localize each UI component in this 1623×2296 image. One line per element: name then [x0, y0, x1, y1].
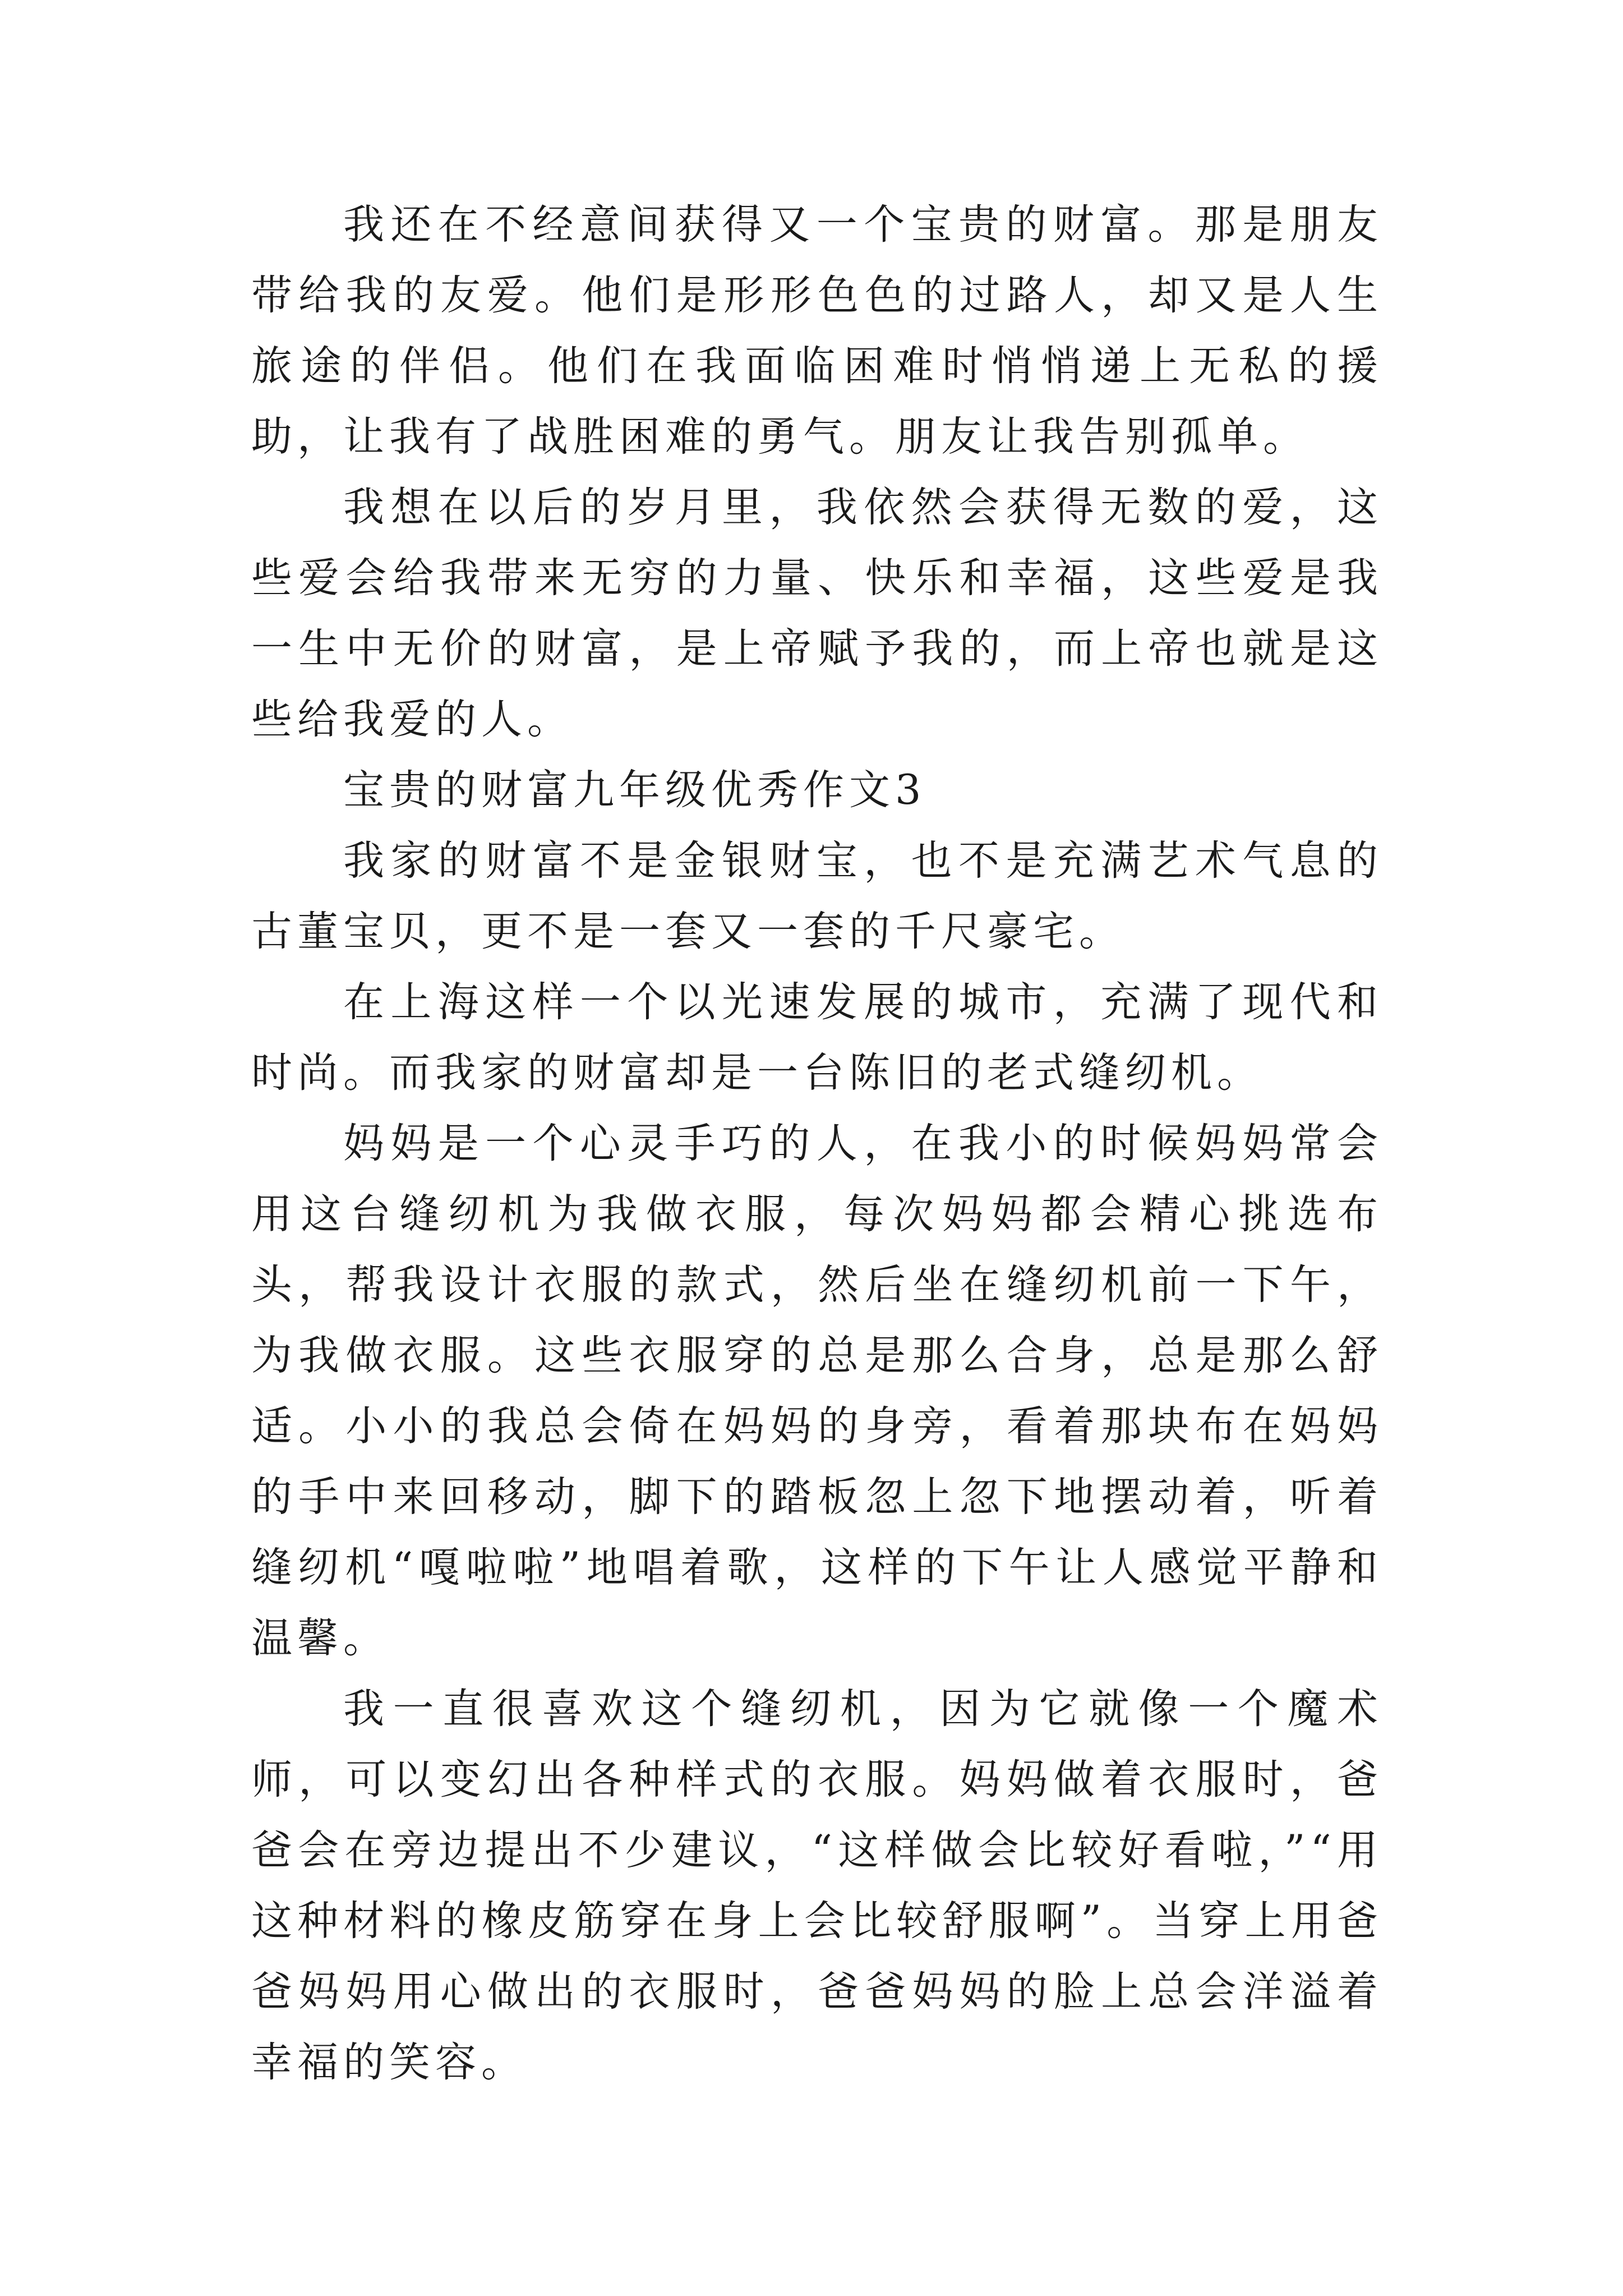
paragraph-love-wealth: 我想在以后的岁月里，我依然会获得无数的爱，这些爱会给我带来无穷的力量、快乐和幸福，这些爱是我一生中无价的财富，是上帝赋予我的，而上帝也就是这些给我爱的人。 [251, 484, 1383, 743]
essay-title: 宝贵的财富九年级优秀作文3 [343, 766, 926, 814]
document-body [251, 190, 1383, 2098]
paragraph-shanghai: 在上海这样一个以光速发展的城市，充满了现代和时尚。而我家的财富却是一台陈旧的老式缝纫机。 [251, 978, 1383, 1097]
paragraph-family-wealth: 我家的财富不是金银财宝，也不是充满艺术气息的古董宝贝，更不是一套又一套的千尺豪宅。 [251, 837, 1383, 955]
paragraph-friendship: 我还在不经意间获得又一个宝贵的财富。那是朋友带给我的友爱。他们是形形色色的过路人，却又是人生旅途的伴侣。他们在我面临困难时悄悄递上无私的援助，让我有了战胜困难的勇气。朋友让我告别孤单。 [251, 201, 1383, 461]
paragraph-sewing-machine: 我一直很喜欢这个缝纫机，因为它就像一个魔术师，可以变幻出各种样式的衣服。妈妈做着衣服时，爸爸会在旁边提出不少建议，“这样做会比较好看啦，”“用这种材料的橡皮筋穿在身上会比较舒服啊”。当穿上用爸爸妈妈用心做出的衣服时，爸爸妈妈的脸上总会洋溢着幸福的笑容。 [251, 1685, 1383, 2086]
paragraph-mother-sewing: 妈妈是一个心灵手巧的人，在我小的时候妈妈常会用这台缝纫机为我做衣服，每次妈妈都会精心挑选布头，帮我设计衣服的款式，然后坐在缝纫机前一下午，为我做衣服。这些衣服穿的总是那么合身，总是那么舒适。小小的我总会倚在妈妈的身旁，看着那块布在妈妈的手中来回移动，脚下的踏板忽上忽下地摆动着，听着缝纫机“嘎啦啦”地唱着歌，这样的下午让人感觉平静和温馨。 [251, 1120, 1383, 1662]
